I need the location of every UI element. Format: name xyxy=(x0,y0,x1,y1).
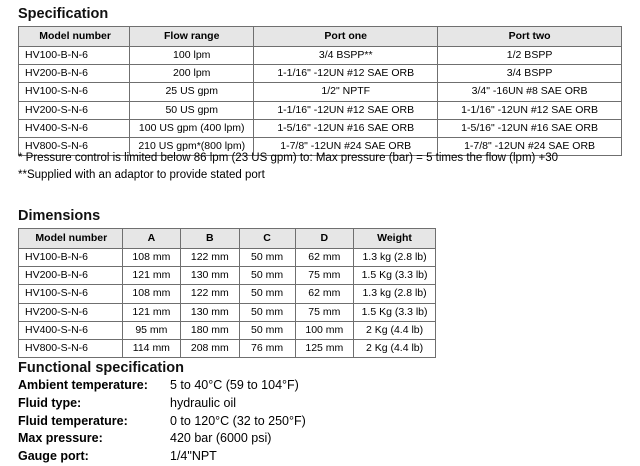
table-row xyxy=(19,83,622,101)
column-header-port-one: Port one xyxy=(254,27,438,47)
cell-model-number: HV400-S-N-6 xyxy=(19,119,130,137)
cell-d: 62 mm xyxy=(295,249,353,267)
cell-a: 114 mm xyxy=(122,339,180,357)
cell-b: 180 mm xyxy=(181,321,239,339)
cell-b: 130 mm xyxy=(181,303,239,321)
table-row xyxy=(19,249,436,267)
table-row xyxy=(19,119,622,137)
cell-weight: 1.3 kg (2.8 lb) xyxy=(354,285,436,303)
list-item xyxy=(18,448,306,466)
value-fluid-temperature: 0 to 120°C (32 to 250°F) xyxy=(170,413,306,428)
cell-flow-range: 50 US gpm xyxy=(130,101,254,119)
cell-model-number: HV200-S-N-6 xyxy=(19,101,130,119)
column-header-flow-range: Flow range xyxy=(130,27,254,47)
cell-port-one: 1-5/16" -12UN #16 SAE ORB xyxy=(254,119,438,137)
column-header-port-two: Port two xyxy=(438,27,622,47)
value-gauge-port: 1/4"NPT xyxy=(170,449,217,463)
table-row xyxy=(19,339,436,357)
cell-weight: 2 Kg (4.4 lb) xyxy=(354,339,436,357)
cell-model-number: HV100-S-N-6 xyxy=(19,285,123,303)
cell-a: 108 mm xyxy=(122,249,180,267)
table-row xyxy=(19,65,622,83)
label-fluid-temperature: Fluid temperature: xyxy=(18,413,128,428)
cell-a: 121 mm xyxy=(122,303,180,321)
cell-c: 76 mm xyxy=(239,339,295,357)
list-item xyxy=(18,413,306,431)
column-header-d: D xyxy=(295,229,353,249)
cell-port-one: 1/2" NPTF xyxy=(254,83,438,101)
table-header-row xyxy=(19,229,436,249)
cell-flow-range: 25 US gpm xyxy=(130,83,254,101)
cell-c: 50 mm xyxy=(239,249,295,267)
cell-weight: 1.3 kg (2.8 lb) xyxy=(354,249,436,267)
cell-d: 75 mm xyxy=(295,303,353,321)
cell-a: 121 mm xyxy=(122,267,180,285)
cell-port-one: 1-1/16" -12UN #12 SAE ORB xyxy=(254,65,438,83)
cell-model-number: HV800-S-N-6 xyxy=(19,339,123,357)
list-item xyxy=(18,430,306,448)
table-row xyxy=(19,101,622,119)
cell-c: 50 mm xyxy=(239,267,295,285)
cell-weight: 1.5 Kg (3.3 lb) xyxy=(354,267,436,285)
label-ambient-temperature: Ambient temperature: xyxy=(18,378,148,392)
cell-port-two: 3/4 BSPP xyxy=(438,65,622,83)
cell-d: 75 mm xyxy=(295,267,353,285)
cell-port-one: 1-7/8" -12UN #24 SAE ORB xyxy=(254,137,438,155)
column-header-a: A xyxy=(122,229,180,249)
cell-model-number: HV100-B-N-6 xyxy=(19,249,123,267)
specification-table xyxy=(18,26,622,156)
cell-model-number: HV200-S-N-6 xyxy=(19,303,123,321)
note-adaptor: **Supplied with an adaptor to provide stated port xyxy=(18,168,265,181)
dimensions-heading: Dimensions xyxy=(18,208,101,224)
cell-port-two: 1-1/16" -12UN #12 SAE ORB xyxy=(438,101,622,119)
column-header-model-number: Model number xyxy=(19,229,123,249)
cell-weight: 1.5 Kg (3.3 lb) xyxy=(354,303,436,321)
cell-weight: 2 Kg (4.4 lb) xyxy=(354,321,436,339)
cell-flow-range: 200 lpm xyxy=(130,65,254,83)
cell-d: 62 mm xyxy=(295,285,353,303)
cell-model-number: HV800-S-N-6 xyxy=(19,137,130,155)
cell-model-number: HV200-B-N-6 xyxy=(19,267,123,285)
cell-port-one: 1-1/16" -12UN #12 SAE ORB xyxy=(254,101,438,119)
specification-heading: Specification xyxy=(18,6,109,22)
column-header-model-number: Model number xyxy=(19,27,130,47)
cell-b: 208 mm xyxy=(181,339,239,357)
specification-notes xyxy=(18,150,558,183)
cell-d: 100 mm xyxy=(295,321,353,339)
list-item xyxy=(18,395,306,413)
cell-b: 130 mm xyxy=(181,267,239,285)
table-row xyxy=(19,321,436,339)
cell-c: 50 mm xyxy=(239,285,295,303)
cell-d: 125 mm xyxy=(295,339,353,357)
column-header-b: B xyxy=(181,229,239,249)
label-max-pressure: Max pressure: xyxy=(18,431,103,446)
note-pressure-control: * Pressure control is limited below 86 lpm (23 US gpm) to: Max pressure (bar) = 5 times the flow (lpm) +30 xyxy=(18,152,559,164)
table-row xyxy=(19,303,436,321)
cell-b: 122 mm xyxy=(181,285,239,303)
cell-model-number: HV400-S-N-6 xyxy=(19,321,123,339)
cell-port-one: 3/4 BSPP** xyxy=(254,47,438,65)
cell-port-two: 3/4" -16UN #8 SAE ORB xyxy=(438,83,622,101)
table-row xyxy=(19,267,436,285)
cell-b: 122 mm xyxy=(181,249,239,267)
cell-port-two: 1-5/16" -12UN #16 SAE ORB xyxy=(438,119,622,137)
cell-model-number: HV100-S-N-6 xyxy=(19,83,130,101)
cell-flow-range: 210 US gpm*(800 lpm) xyxy=(130,137,254,155)
cell-port-two: 1/2 BSPP xyxy=(438,47,622,65)
cell-a: 95 mm xyxy=(122,321,180,339)
cell-c: 50 mm xyxy=(239,321,295,339)
value-ambient-temperature: 5 to 40°C (59 to 104°F) xyxy=(170,378,299,392)
functional-specification-list xyxy=(18,377,306,466)
cell-port-two: 1-7/8" -12UN #24 SAE ORB xyxy=(438,137,622,155)
list-item xyxy=(18,377,306,395)
cell-model-number: HV200-B-N-6 xyxy=(19,65,130,83)
column-header-weight: Weight xyxy=(354,229,436,249)
table-row xyxy=(19,285,436,303)
column-header-c: C xyxy=(239,229,295,249)
cell-model-number: HV100-B-N-6 xyxy=(19,47,130,65)
label-fluid-type: Fluid type: xyxy=(18,395,82,410)
label-gauge-port: Gauge port: xyxy=(18,449,89,463)
value-max-pressure: 420 bar (6000 psi) xyxy=(170,431,272,446)
value-fluid-type: hydraulic oil xyxy=(170,395,237,410)
cell-flow-range: 100 US gpm (400 lpm) xyxy=(130,119,254,137)
cell-flow-range: 100 lpm xyxy=(130,47,254,65)
cell-c: 50 mm xyxy=(239,303,295,321)
table-header-row xyxy=(19,27,622,47)
table-row xyxy=(19,47,622,65)
dimensions-table xyxy=(18,228,436,358)
cell-a: 108 mm xyxy=(122,285,180,303)
functional-specification-heading: Functional specification xyxy=(18,360,184,376)
